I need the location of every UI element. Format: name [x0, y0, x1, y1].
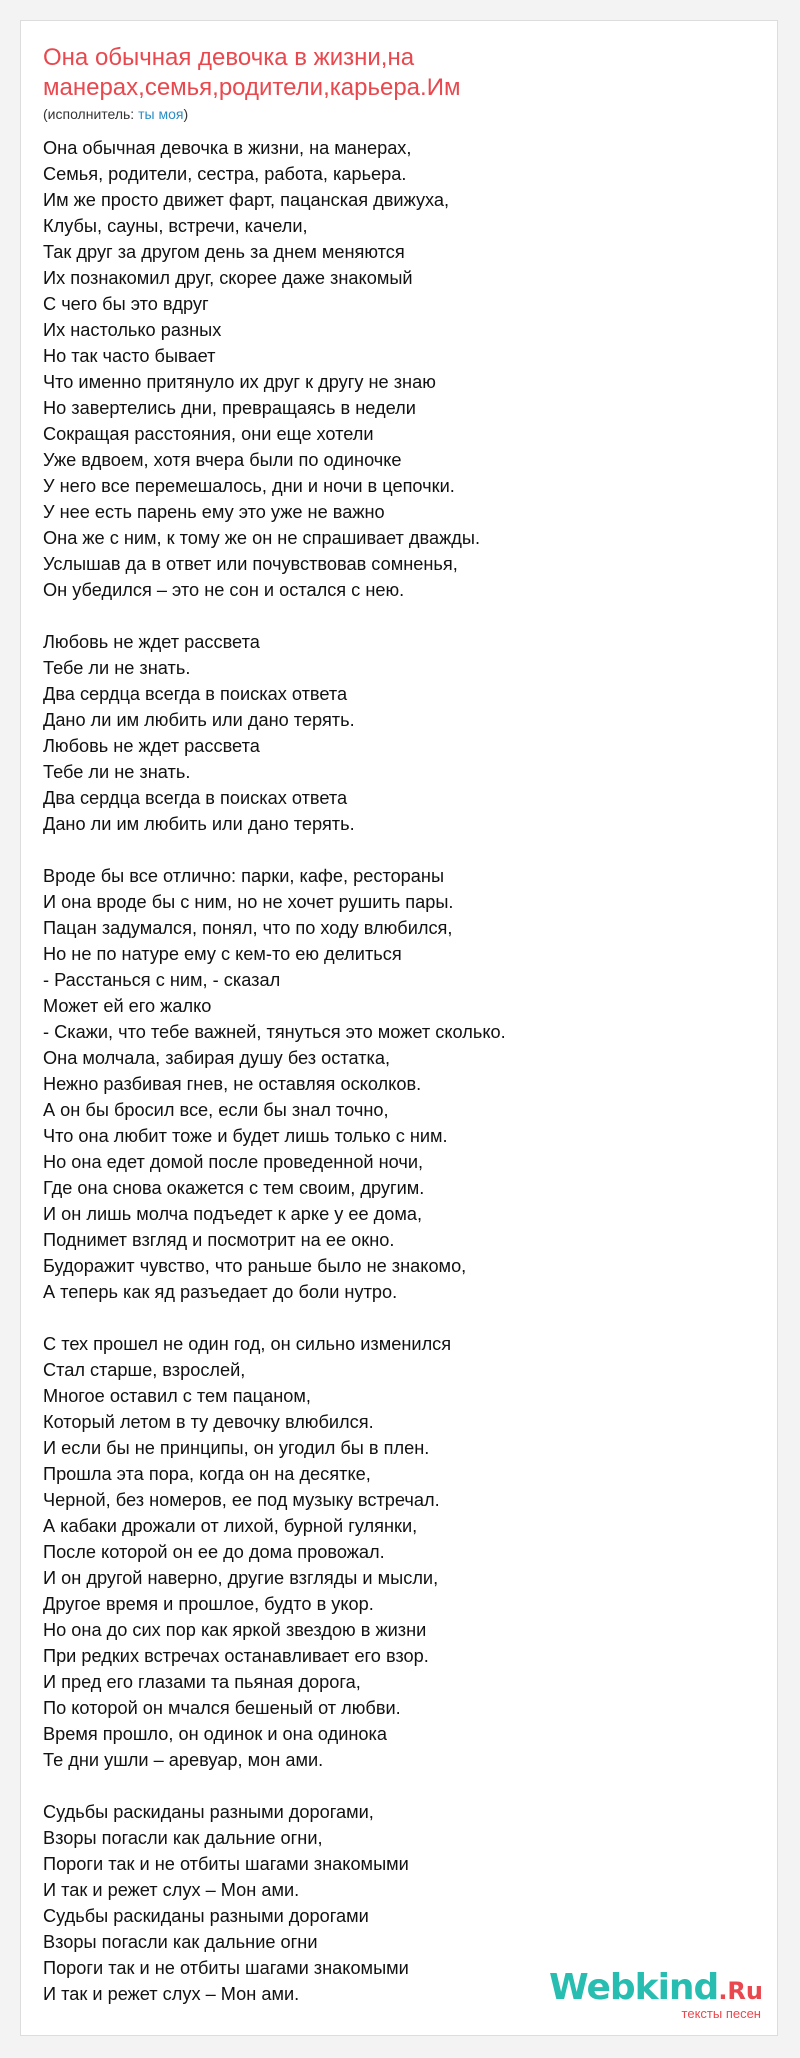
lyrics-line: По которой он мчался бешеный от любви. — [43, 1698, 401, 1718]
lyrics-line: Взоры погасли как дальние огни — [43, 1932, 318, 1952]
lyrics-line: Который летом в ту девочку влюбился. — [43, 1412, 374, 1432]
lyrics-line: И он лишь молча подъедет к арке у ее дома, — [43, 1204, 423, 1224]
logo-main-text: Webkind — [549, 1967, 719, 2008]
lyrics-line: Вроде бы все отлично: парки, кафе, рестораны — [43, 866, 445, 886]
logo-tagline: тексты песен — [681, 2006, 761, 2021]
lyrics-line: Те дни ушли – аревуар, мон ами. — [43, 1750, 324, 1770]
lyrics-line: Услышав да в ответ или почувствовав сомненья, — [43, 554, 458, 574]
lyrics-line: Черной, без номеров, ее под музыку встречал. — [43, 1490, 440, 1510]
lyrics-line: А кабаки дрожали от лихой, бурной гулянки, — [43, 1516, 418, 1536]
lyrics-line: Сокращая расстояния, они еще хотели — [43, 424, 374, 444]
lyrics-line: Она же с ним, к тому же он не спрашивает дважды. — [43, 528, 480, 548]
lyrics-line: Судьбы раскиданы разными дорогами — [43, 1906, 369, 1926]
lyrics-line: Их познакомил друг, скорее даже знакомый — [43, 268, 413, 288]
lyrics-line: У него все перемешалось, дни и ночи в цепочки. — [43, 476, 455, 496]
performer-info — [43, 105, 188, 123]
lyrics-line: Будоражит чувство, что раньше было не знакомо, — [43, 1256, 467, 1276]
lyrics-line: Тебе ли не знать. — [43, 658, 191, 678]
lyrics-line: - Расстанься с ним, - сказал — [43, 970, 281, 990]
lyrics-line: Что она любит тоже и будет лишь только с ним. — [43, 1126, 448, 1146]
lyrics-line: Пороги так и не отбиты шагами знакомыми — [43, 1958, 409, 1978]
lyrics-line: Два сердца всегда в поисках ответа — [43, 788, 348, 808]
performer-prefix: (исполнитель: — [43, 106, 139, 122]
lyrics-line: Но она до сих пор как яркой звездою в жизни — [43, 1620, 427, 1640]
logo-wordmark — [549, 1967, 763, 2009]
lyrics-stanza — [43, 1331, 743, 1773]
title-line-2: манерах,семья,родители,карьера.Им — [43, 74, 461, 101]
lyrics-line: Так друг за другом день за днем меняются — [43, 242, 405, 262]
lyrics-line: И так и режет слух – Мон ами. — [43, 1984, 300, 2004]
lyrics-line: И пред его глазами та пьяная дорога, — [43, 1672, 361, 1692]
lyrics-line: Им же просто движет фарт, пацанская движуха, — [43, 190, 450, 210]
lyrics-line: А он бы бросил все, если бы знал точно, — [43, 1100, 389, 1120]
lyrics-line: Может ей его жалко — [43, 996, 212, 1016]
lyrics-stanza — [43, 863, 743, 1305]
lyrics-line: Взоры погасли как дальние огни, — [43, 1828, 323, 1848]
lyrics-line: После которой он ее до дома провожал. — [43, 1542, 385, 1562]
lyrics-line: Она обычная девочка в жизни, на манерах, — [43, 138, 412, 158]
song-title — [43, 43, 743, 103]
lyrics-line: С тех прошел не один год, он сильно изменился — [43, 1334, 452, 1354]
lyrics-line: Пороги так и не отбиты шагами знакомыми — [43, 1854, 409, 1874]
lyrics-stanza — [43, 629, 743, 837]
lyrics-line: Что именно притянуло их друг к другу не знаю — [43, 372, 436, 392]
lyrics-line: Другое время и прошлое, будто в укор. — [43, 1594, 374, 1614]
lyrics-line: Нежно разбивая гнев, не оставляя осколков. — [43, 1074, 422, 1094]
lyrics-line: Два сердца всегда в поисках ответа — [43, 684, 348, 704]
lyrics-line: Их настолько разных — [43, 320, 222, 340]
lyrics-line: Но так часто бывает — [43, 346, 216, 366]
lyrics-text — [43, 135, 743, 2033]
performer-suffix: ) — [183, 106, 189, 122]
lyrics-line: И он другой наверно, другие взгляды и мысли, — [43, 1568, 439, 1588]
lyrics-line: И так и режет слух – Мон ами. — [43, 1880, 300, 1900]
lyrics-line: Многое оставил с тем пацаном, — [43, 1386, 311, 1406]
lyrics-line: И если бы не принципы, он угодил бы в плен. — [43, 1438, 430, 1458]
lyrics-line: Но завертелись дни, превращаясь в недели — [43, 398, 416, 418]
lyrics-line: Тебе ли не знать. — [43, 762, 191, 782]
logo-tld: .Ru — [718, 1977, 763, 2005]
lyrics-line: Он убедился – это не сон и остался с нею. — [43, 580, 405, 600]
title-line-1: Она обычная девочка в жизни,на — [43, 44, 415, 71]
lyrics-line: При редких встречах останавливает его взор. — [43, 1646, 429, 1666]
lyrics-line: Но она едет домой после проведенной ночи, — [43, 1152, 424, 1172]
lyrics-line: Она молчала, забирая душу без остатка, — [43, 1048, 391, 1068]
lyrics-line: Пацан задумался, понял, что по ходу влюбился, — [43, 918, 453, 938]
lyrics-line: Стал старше, взрослей, — [43, 1360, 246, 1380]
lyrics-line: Время прошло, он одинок и она одинока — [43, 1724, 387, 1744]
lyrics-line: Дано ли им любить или дано терять. — [43, 814, 355, 834]
performer-link[interactable]: ты моя — [138, 106, 184, 122]
lyrics-line: Семья, родители, сестра, работа, карьера. — [43, 164, 407, 184]
site-logo[interactable] — [549, 1967, 763, 2021]
lyrics-line: Где она снова окажется с тем своим, другим. — [43, 1178, 425, 1198]
lyrics-line: Клубы, сауны, встречи, качели, — [43, 216, 308, 236]
lyrics-line: Но не по натуре ему с кем-то ею делиться — [43, 944, 402, 964]
lyrics-line: Любовь не ждет рассвета — [43, 632, 260, 652]
lyrics-line: Дано ли им любить или дано терять. — [43, 710, 355, 730]
lyrics-line: У нее есть парень ему это уже не важно — [43, 502, 385, 522]
lyrics-line: Прошла эта пора, когда он на десятке, — [43, 1464, 371, 1484]
lyrics-line: С чего бы это вдруг — [43, 294, 209, 314]
lyrics-line: Поднимет взгляд и посмотрит на ее окно. — [43, 1230, 395, 1250]
lyrics-line: - Скажи, что тебе важней, тянуться это может сколько. — [43, 1022, 506, 1042]
lyrics-line: Уже вдвоем, хотя вчера были по одиночке — [43, 450, 402, 470]
lyrics-card — [20, 20, 778, 2036]
lyrics-line: Любовь не ждет рассвета — [43, 736, 260, 756]
lyrics-stanza — [43, 135, 743, 603]
lyrics-line: И она вроде бы с ним, но не хочет рушить пары. — [43, 892, 454, 912]
lyrics-line: А теперь как яд разъедает до боли нутро. — [43, 1282, 398, 1302]
lyrics-line: Судьбы раскиданы разными дорогами, — [43, 1802, 374, 1822]
